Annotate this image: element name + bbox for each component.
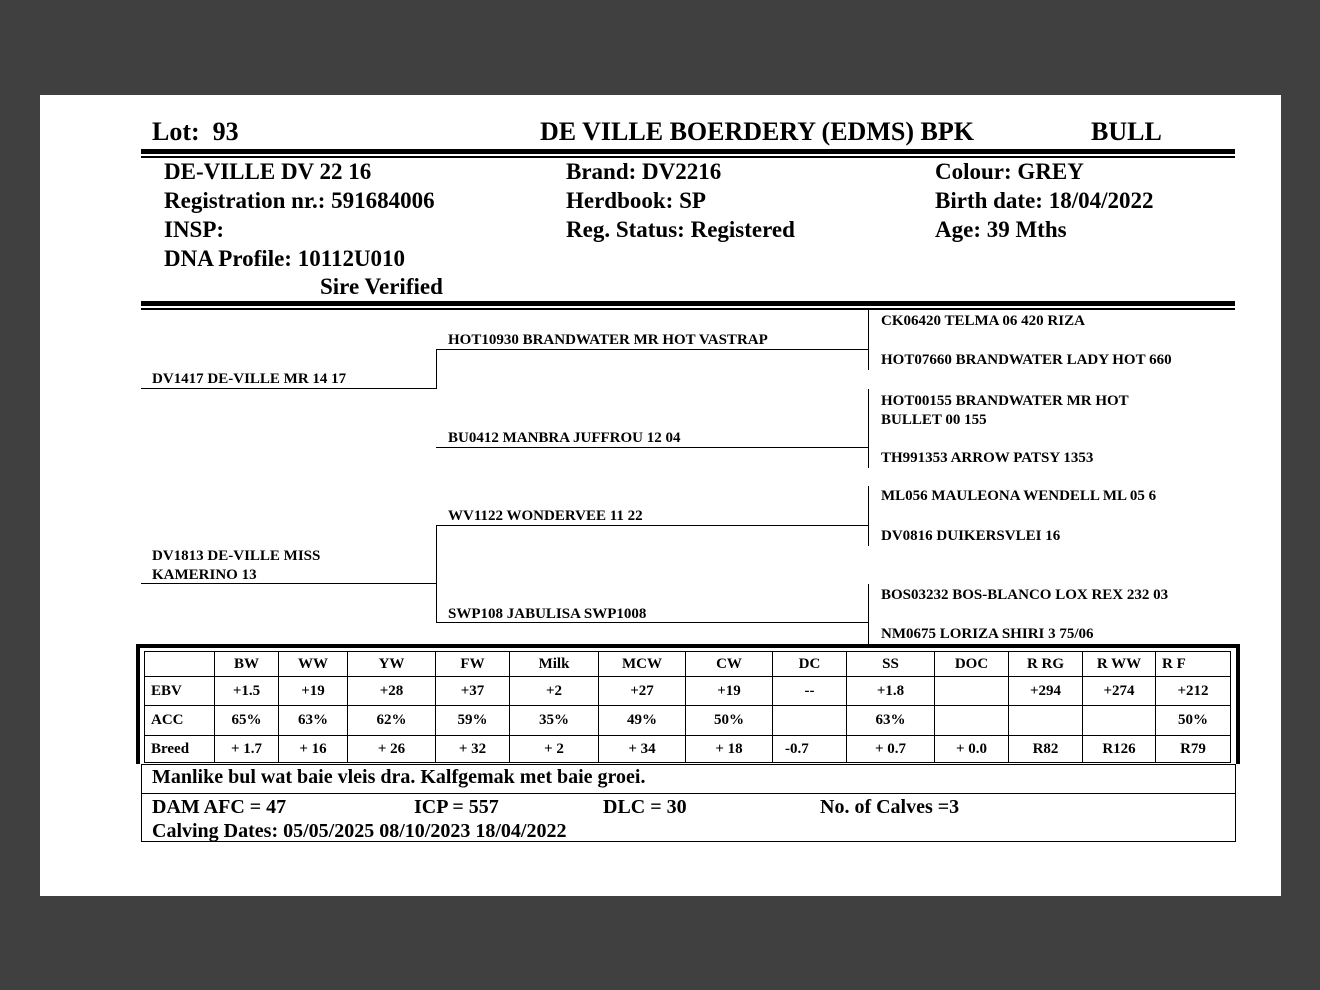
ebv-cell: + 16 xyxy=(279,736,348,763)
ebv-frame-top xyxy=(136,644,1240,648)
pedigree-sire: DV1417 DE-VILLE MR 14 17 xyxy=(152,371,347,387)
pedigree-line xyxy=(436,350,437,388)
lot-label xyxy=(152,117,239,147)
pedigree-line xyxy=(436,583,437,623)
ebv-cell: 63% xyxy=(847,706,935,736)
ebv-cell xyxy=(773,706,847,736)
ebv-cell: + 18 xyxy=(686,736,773,763)
insp-label: INSP: xyxy=(164,217,225,242)
pedigree-dds: BOS03232 BOS-BLANCO LOX REX 232 03 xyxy=(881,587,1169,603)
ebv-header-cell: SS xyxy=(847,652,935,677)
ebv-cell: +19 xyxy=(279,677,348,706)
ebv-row-label: EBV xyxy=(145,677,215,706)
ebv-cell: + 32 xyxy=(436,736,510,763)
calving-dates: Calving Dates: 05/05/2025 08/10/2023 18/04/2022 xyxy=(152,820,567,842)
ebv-cell: -- xyxy=(773,677,847,706)
pedigree-line xyxy=(436,526,437,583)
pedigree-line xyxy=(141,388,437,389)
ebv-cell: 50% xyxy=(1156,706,1231,736)
brand: Brand: DV2216 xyxy=(566,159,722,184)
pedigree-sss: CK06420 TELMA 06 420 RIZA xyxy=(881,313,1085,329)
pedigree-line xyxy=(436,525,869,526)
pedigree-sds xyxy=(881,392,1129,430)
animal-name: DE-VILLE DV 22 16 xyxy=(164,159,372,184)
ebv-cell xyxy=(1083,706,1156,736)
pedigree-dam xyxy=(152,547,320,585)
dam-afc: DAM AFC = 47 xyxy=(152,796,287,818)
ebv-header-cell: R RG xyxy=(1009,652,1083,677)
pedigree-ddd: NM0675 LORIZA SHIRI 3 75/06 xyxy=(881,626,1094,642)
pedigree-dam-sire: WV1122 WONDERVEE 11 22 xyxy=(448,508,643,524)
age: Age: 39 Mths xyxy=(935,217,1067,242)
birth-date: Birth date: 18/04/2022 xyxy=(935,188,1154,213)
herdbook: Herdbook: SP xyxy=(566,188,706,213)
ebv-cell: R82 xyxy=(1009,736,1083,763)
pedigree-dss: ML056 MAULEONA WENDELL ML 05 6 xyxy=(881,488,1157,504)
header-rule-thin xyxy=(141,156,1235,158)
pedigree-sds-line2: BULLET 00 155 xyxy=(881,412,987,428)
pedigree-line xyxy=(868,584,869,646)
ebv-frame-left xyxy=(136,644,140,764)
ebv-header-cell: MCW xyxy=(599,652,686,677)
dna-profile: DNA Profile: 10112U010 xyxy=(164,246,406,271)
lot-number: 93 xyxy=(212,117,239,146)
ebv-cell xyxy=(1009,706,1083,736)
ebv-header-cell: DC xyxy=(773,652,847,677)
info-rule-thick xyxy=(141,301,1235,306)
header-rule-thick xyxy=(141,149,1235,154)
sire-verified: Sire Verified xyxy=(320,274,443,299)
ebv-cell: +2 xyxy=(510,677,599,706)
ebv-cell: -0.7 xyxy=(773,736,847,763)
ebv-cell: 65% xyxy=(215,706,279,736)
ebv-cell: 62% xyxy=(348,706,436,736)
ebv-cell: R79 xyxy=(1156,736,1231,763)
registration-number: Registration nr.: 591684006 xyxy=(164,188,435,213)
ebv-header-row xyxy=(145,652,1231,677)
ebv-cell: +1.8 xyxy=(847,677,935,706)
ebv-cell xyxy=(935,706,1009,736)
ebv-cell: + 0.0 xyxy=(935,736,1009,763)
ebv-cell: + 0.7 xyxy=(847,736,935,763)
pedigree-sdd: TH991353 ARROW PATSY 1353 xyxy=(881,450,1094,466)
ebv-cell xyxy=(935,677,1009,706)
info-rule-thin xyxy=(141,308,1235,310)
ebv-row-breed xyxy=(145,736,1231,763)
ebv-row-ebv xyxy=(145,677,1231,706)
ebv-header-cell xyxy=(145,652,215,677)
ebv-header-cell: FW xyxy=(436,652,510,677)
ebv-cell: 50% xyxy=(686,706,773,736)
ebv-cell: +212 xyxy=(1156,677,1231,706)
number-of-calves: No. of Calves =3 xyxy=(820,796,960,818)
breeder-name: DE VILLE BOERDERY (EDMS) BPK xyxy=(540,117,974,146)
pedigree-ssd: HOT07660 BRANDWATER LADY HOT 660 xyxy=(881,352,1172,368)
ebv-cell: + 26 xyxy=(348,736,436,763)
ebv-cell: + 34 xyxy=(599,736,686,763)
ebv-cell: 49% xyxy=(599,706,686,736)
ebv-cell: +294 xyxy=(1009,677,1083,706)
pedigree-line xyxy=(436,447,869,448)
ebv-cell: 63% xyxy=(279,706,348,736)
ebv-cell: +1.5 xyxy=(215,677,279,706)
pedigree-line xyxy=(868,486,869,546)
ebv-frame-right xyxy=(1236,644,1240,764)
colour: Colour: GREY xyxy=(935,159,1084,184)
ebv-cell: + 1.7 xyxy=(215,736,279,763)
ebv-row-label: Breed xyxy=(145,736,215,763)
ebv-cell: +37 xyxy=(436,677,510,706)
pedigree-sds-line1: HOT00155 BRANDWATER MR HOT xyxy=(881,393,1129,409)
pedigree-line xyxy=(436,349,869,350)
ebv-row-acc xyxy=(145,706,1231,736)
pedigree-line xyxy=(868,389,869,468)
ebv-row-label: ACC xyxy=(145,706,215,736)
ebv-cell: 59% xyxy=(436,706,510,736)
pedigree-sire-sire: HOT10930 BRANDWATER MR HOT VASTRAP xyxy=(448,332,768,348)
pedigree-line xyxy=(868,310,869,370)
ebv-header-cell: Milk xyxy=(510,652,599,677)
ebv-header-cell: YW xyxy=(348,652,436,677)
pedigree-dsd: DV0816 DUIKERSVLEI 16 xyxy=(881,528,1061,544)
icp: ICP = 557 xyxy=(414,796,499,818)
ebv-header-cell: WW xyxy=(279,652,348,677)
ebv-header-cell: R F xyxy=(1156,652,1231,677)
ebv-header-cell: R WW xyxy=(1083,652,1156,677)
comment-text: Manlike bul wat baie vleis dra. Kalfgemak met baie groei. xyxy=(152,766,646,788)
ebv-cell: +274 xyxy=(1083,677,1156,706)
ebv-header-cell: BW xyxy=(215,652,279,677)
pedigree-dam-dam: SWP108 JABULISA SWP1008 xyxy=(448,606,647,622)
ebv-header-cell: DOC xyxy=(935,652,1009,677)
ebv-cell: 35% xyxy=(510,706,599,736)
ebv-header-cell: CW xyxy=(686,652,773,677)
ebv-cell: +27 xyxy=(599,677,686,706)
ebv-cell: + 2 xyxy=(510,736,599,763)
pedigree-sire-dam: BU0412 MANBRA JUFFROU 12 04 xyxy=(448,430,681,446)
lot-label-text: Lot: xyxy=(152,117,200,146)
ebv-cell: +28 xyxy=(348,677,436,706)
pedigree-dam-line1: DV1813 DE-VILLE MISS xyxy=(152,548,321,564)
dlc: DLC = 30 xyxy=(603,796,687,818)
animal-sex: BULL xyxy=(1091,117,1162,146)
ebv-cell: R126 xyxy=(1083,736,1156,763)
pedigree-dam-line2: KAMERINO 13 xyxy=(152,567,257,583)
ebv-cell: +19 xyxy=(686,677,773,706)
registration-status: Reg. Status: Registered xyxy=(566,217,795,242)
ebv-table xyxy=(144,651,1231,763)
